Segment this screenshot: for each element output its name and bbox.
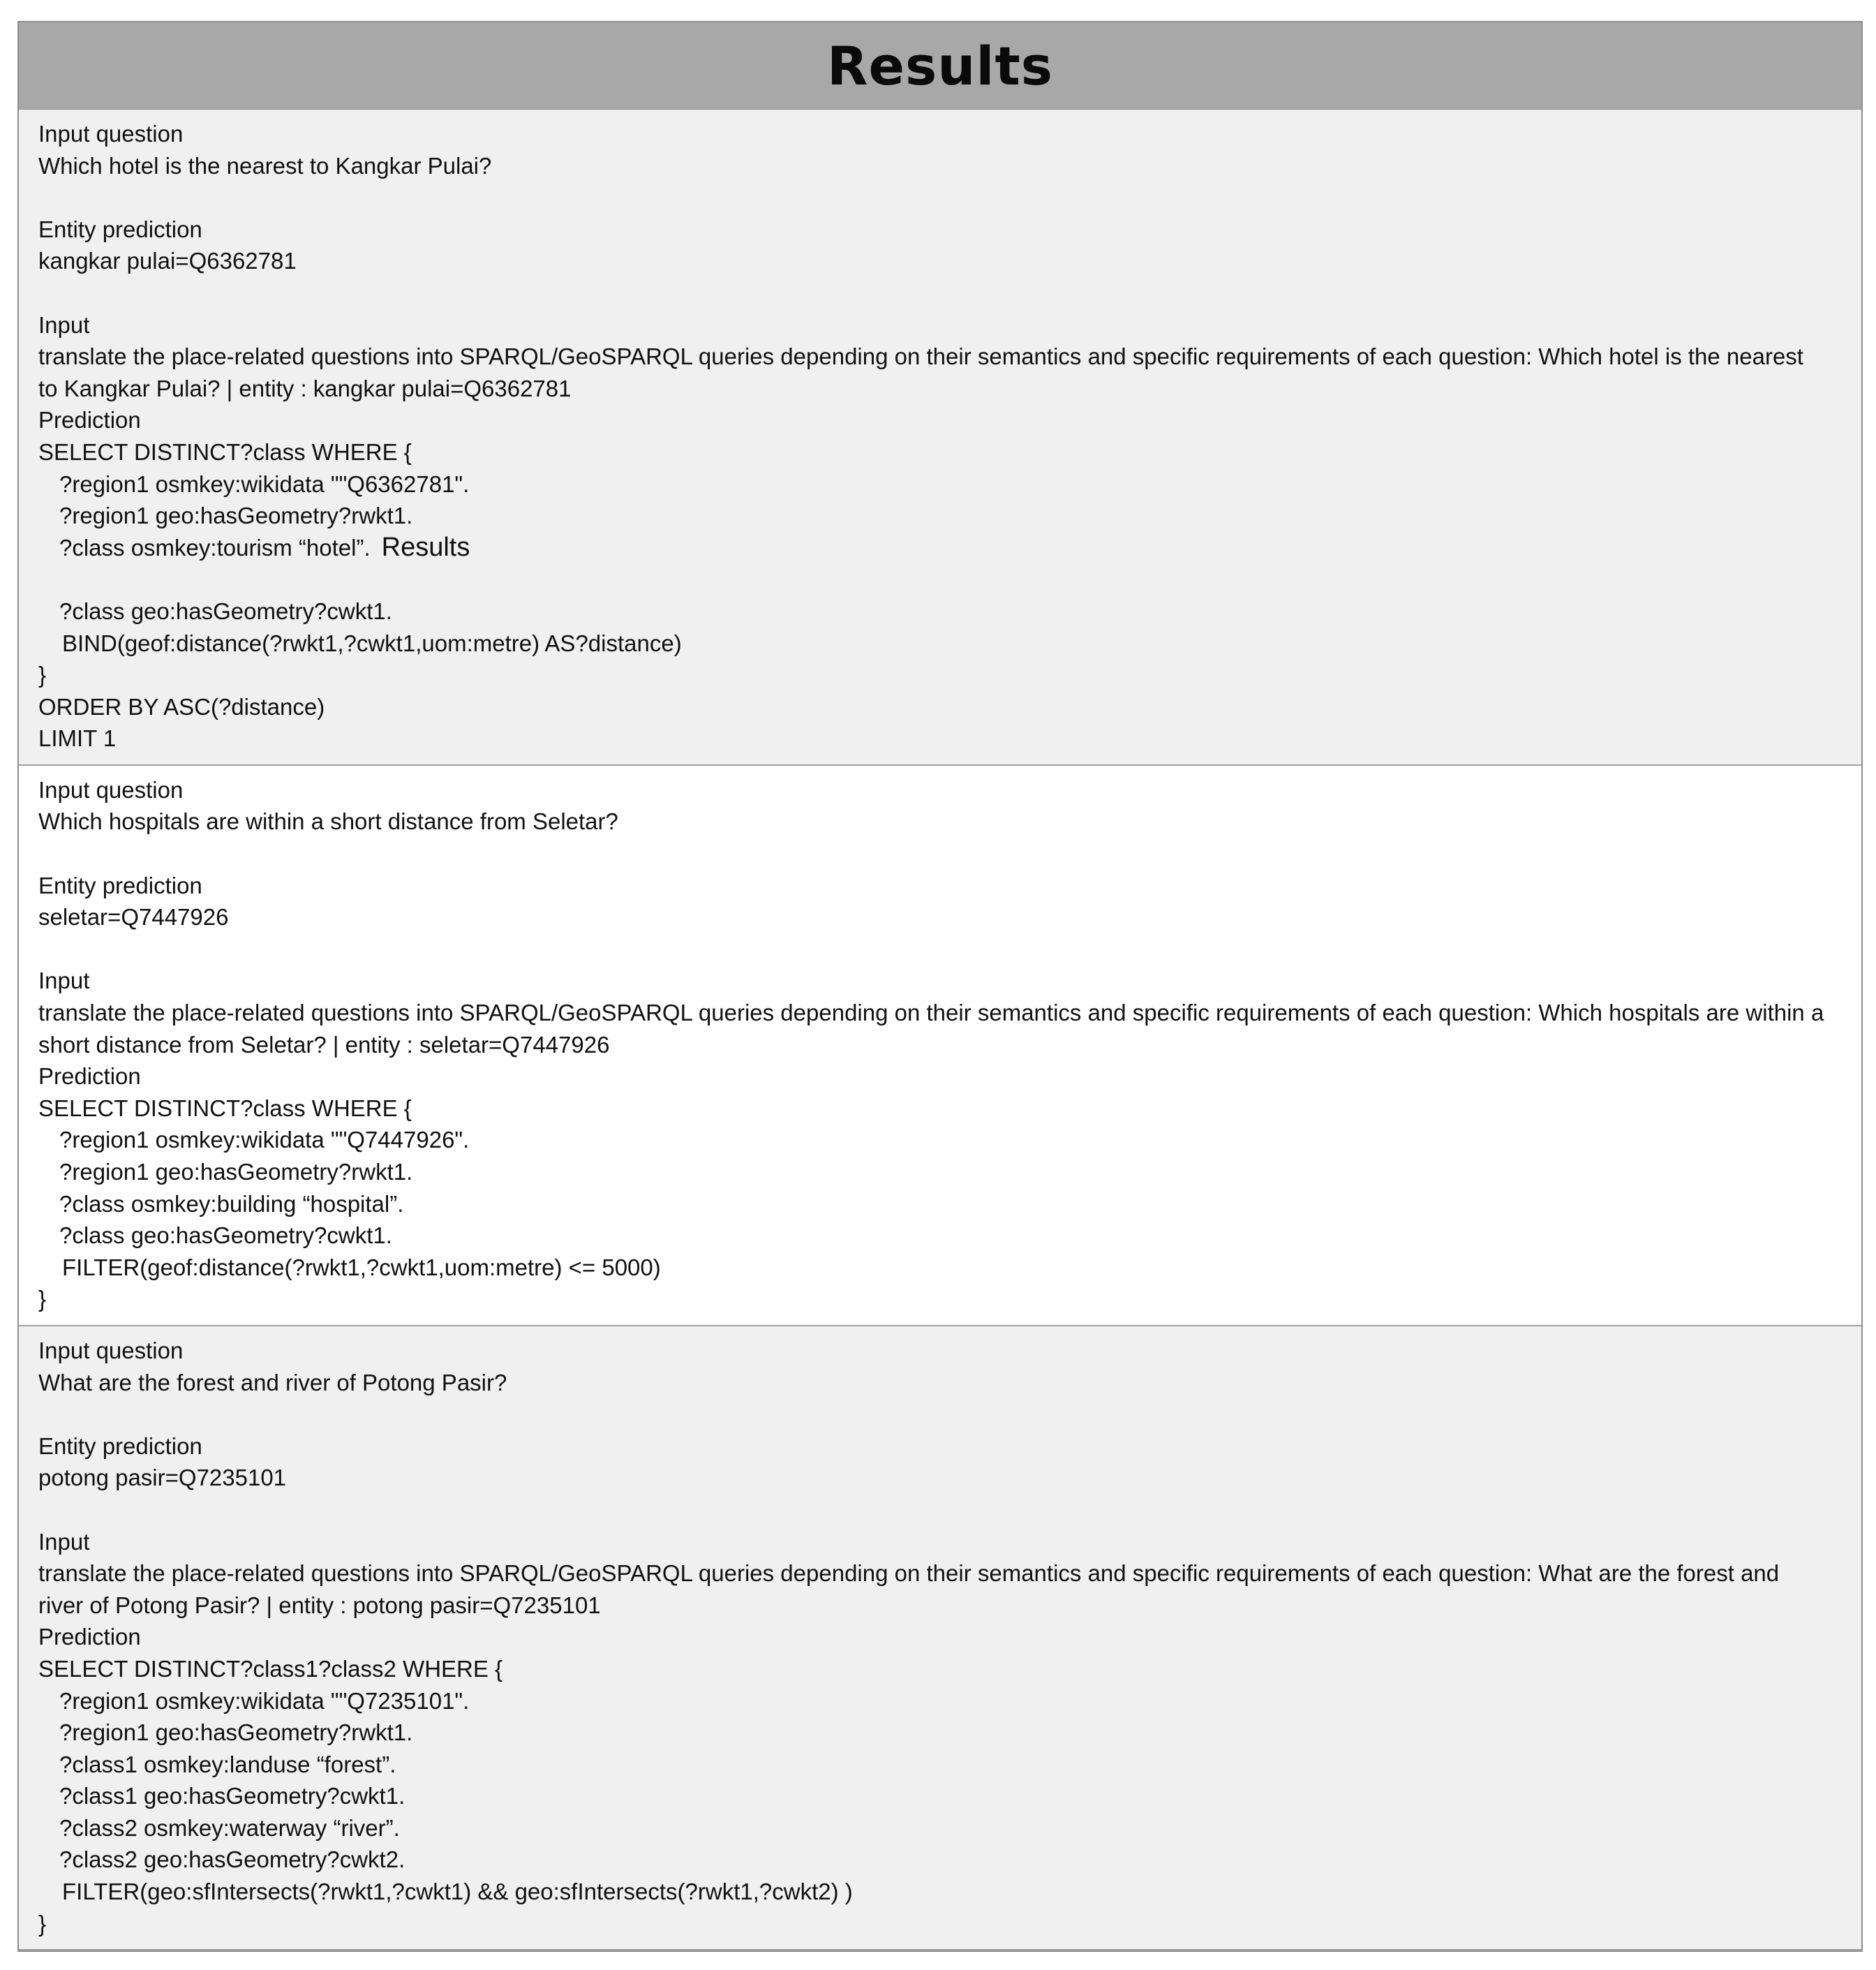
entity-label: Entity prediction	[38, 872, 202, 898]
result-entry-1	[19, 110, 1861, 766]
query-line: ORDER BY ASC(?distance)	[38, 693, 325, 720]
question-label: Input question	[38, 1337, 184, 1363]
result-entry-3	[19, 1326, 1861, 1950]
query-line: ?region1 osmkey:wikidata ""Q7235101".	[59, 1687, 470, 1714]
query-line: LIMIT 1	[38, 725, 117, 752]
page-title: Results	[826, 34, 1054, 97]
query-line: ?class2 osmkey:waterway “river”.	[59, 1814, 400, 1841]
query-line: SELECT DISTINCT?class WHERE {	[38, 438, 412, 465]
query-line: SELECT DISTINCT?class1?class2 WHERE {	[38, 1655, 503, 1682]
input-text: translate the place-related questions into SPARQL/GeoSPARQL queries depending on their semantics and specific requirements of each question: What are the forest and river of Potong Pasir? | entity : potong pasir=Q7235101	[38, 1560, 1780, 1618]
question-text: Which hospitals are within a short distance from Seletar?	[38, 808, 618, 835]
query-line: ?class geo:hasGeometry?cwkt1.	[59, 598, 392, 624]
entity-text: potong pasir=Q7235101	[38, 1465, 287, 1491]
question-label: Input question	[38, 776, 184, 803]
query-line: FILTER(geof:distance(?rwkt1,?cwkt1,uom:metre) <= 5000)	[62, 1254, 661, 1280]
entity-label: Entity prediction	[38, 1432, 202, 1459]
prediction-label: Prediction	[38, 1624, 141, 1650]
query-line: FILTER(geo:sfIntersects(?rwkt1,?cwkt1) && geo:sfIntersects(?rwkt1,?cwkt2) )	[62, 1879, 853, 1905]
query-line: ?region1 osmkey:wikidata ""Q6362781".	[59, 471, 470, 497]
result-entry-2	[19, 766, 1861, 1326]
entity-text: kangkar pulai=Q6362781	[38, 248, 297, 274]
query-line: ?class osmkey:tourism “hotel”.	[59, 534, 371, 561]
prediction-label: Prediction	[38, 407, 141, 434]
query-line-with-annotation	[38, 532, 1842, 564]
query-line: }	[38, 662, 47, 688]
input-label: Input	[38, 311, 90, 338]
prediction-label: Prediction	[38, 1063, 141, 1090]
query-line: ?class geo:hasGeometry?cwkt1.	[59, 1222, 392, 1249]
results-panel	[17, 21, 1863, 1952]
query-line: BIND(geof:distance(?rwkt1,?cwkt1,uom:metre) AS?distance)	[62, 630, 682, 656]
query-line: ?class1 osmkey:landuse “forest”.	[59, 1751, 396, 1777]
query-line: ?region1 geo:hasGeometry?rwkt1.	[59, 503, 413, 529]
query-line: ?region1 geo:hasGeometry?rwkt1.	[59, 1159, 413, 1185]
input-label: Input	[38, 1528, 90, 1555]
results-header	[19, 22, 1861, 110]
query-line: ?class2 geo:hasGeometry?cwkt2.	[59, 1846, 405, 1873]
query-line: ?region1 geo:hasGeometry?rwkt1.	[59, 1719, 413, 1746]
query-line: ?class osmkey:building “hospital”.	[59, 1190, 404, 1217]
input-label: Input	[38, 968, 90, 994]
input-text: translate the place-related questions into SPARQL/GeoSPARQL queries depending on their semantics and specific requirements of each question: Which hotel is the nearest to Kangkar Pulai? | entity : kangkar pulai=Q6362781	[38, 343, 1803, 401]
entity-label: Entity prediction	[38, 216, 202, 242]
query-line: ?region1 osmkey:wikidata ""Q7447926".	[59, 1127, 470, 1153]
input-text: translate the place-related questions into SPARQL/GeoSPARQL queries depending on their semantics and specific requirements of each question: Which hospitals are within a short distance from Seletar? | entity : seletar=Q7447926	[38, 1000, 1824, 1058]
stray-results-text: Results	[381, 532, 470, 562]
question-label: Input question	[38, 121, 184, 147]
query-line: SELECT DISTINCT?class WHERE {	[38, 1095, 412, 1121]
question-text: Which hotel is the nearest to Kangkar Pulai?	[38, 152, 492, 179]
entity-text: seletar=Q7447926	[38, 904, 229, 931]
query-line: ?class1 geo:hasGeometry?cwkt1.	[59, 1783, 405, 1809]
question-text: What are the forest and river of Potong Pasir?	[38, 1369, 507, 1395]
query-line: }	[38, 1910, 47, 1936]
query-line: }	[38, 1286, 47, 1312]
